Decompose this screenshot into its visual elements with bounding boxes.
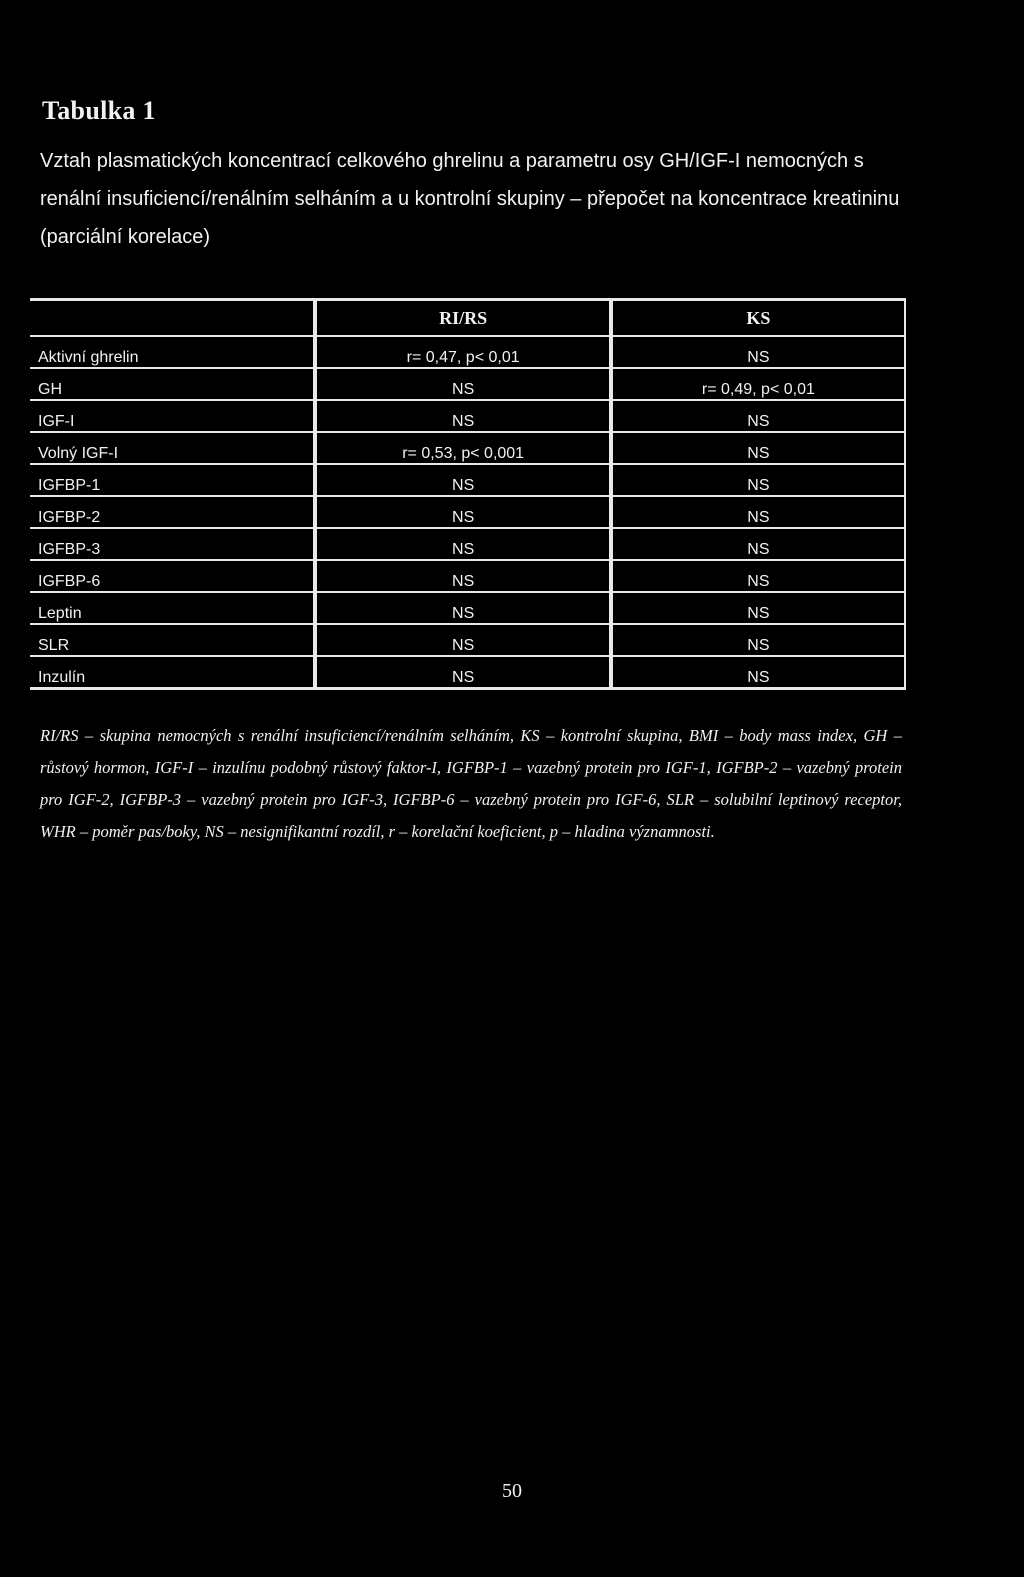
cell-ks: NS — [613, 625, 906, 657]
table-row — [30, 529, 906, 561]
cell-ri-rs: NS — [313, 625, 612, 657]
table-row — [30, 497, 906, 529]
cell-ri-rs: r= 0,53, p< 0,001 — [313, 433, 612, 465]
cell-ri-rs: NS — [313, 369, 612, 401]
table-row — [30, 625, 906, 657]
cell-ri-rs: NS — [313, 657, 612, 690]
header-ri-rs: RI/RS — [313, 298, 612, 337]
table-caption: Vztah plasmatických koncentrací celkového ghrelinu a parametru osy GH/IGF-I nemocných s renální insuficiencí/renálním selháním a u kontrolní skupiny – přepočet na koncentrace kreatininu (parciální korelace) — [40, 150, 900, 248]
cell-ks: NS — [613, 561, 906, 593]
cell-ks: NS — [613, 593, 906, 625]
row-label: Aktivní ghrelin — [30, 337, 313, 369]
abbreviation-legend: RI/RS – skupina nemocných s renální insuficiencí/renálním selháním, KS – kontrolní skupina, BMI – body mass index, GH – růstový hormon, IGF-I – inzulínu podobný růstový faktor-I, IGFBP-1 – vazebný protein pro IGF-1, IGFBP-2 – vazebný protein pro IGF-2, IGFBP-3 – vazebný protein pro IGF-3, IGFBP-6 – vazebný protein pro IGF-6, SLR – solubilní leptinový receptor, WHR – poměr pas/boky, NS – nesignifikantní rozdíl, r – korelační koeficient, p – hladina významnosti. — [40, 726, 902, 841]
cell-ri-rs: NS — [313, 465, 612, 497]
cell-ks: r= 0,49, p< 0,01 — [613, 369, 906, 401]
row-label: Leptin — [30, 593, 313, 625]
row-label: IGF-I — [30, 401, 313, 433]
header-ks: KS — [613, 298, 906, 337]
table-row — [30, 593, 906, 625]
row-label: GH — [30, 369, 313, 401]
row-label: IGFBP-2 — [30, 497, 313, 529]
cell-ri-rs: NS — [313, 529, 612, 561]
cell-ks: NS — [613, 433, 906, 465]
row-label: Volný IGF-I — [30, 433, 313, 465]
table-title: Tabulka 1 — [42, 96, 156, 125]
header-label-column — [30, 298, 313, 337]
cell-ri-rs: NS — [313, 561, 612, 593]
cell-ri-rs: NS — [313, 401, 612, 433]
correlation-table — [30, 298, 906, 690]
row-label: Inzulín — [30, 657, 313, 690]
cell-ks: NS — [613, 497, 906, 529]
table-row — [30, 433, 906, 465]
table-row — [30, 561, 906, 593]
row-label: IGFBP-1 — [30, 465, 313, 497]
cell-ri-rs: NS — [313, 593, 612, 625]
cell-ks: NS — [613, 529, 906, 561]
table-row — [30, 657, 906, 690]
cell-ks: NS — [613, 401, 906, 433]
table-header-row — [30, 298, 906, 337]
row-label: IGFBP-3 — [30, 529, 313, 561]
table-row — [30, 337, 906, 369]
cell-ks: NS — [613, 337, 906, 369]
cell-ri-rs: NS — [313, 497, 612, 529]
cell-ks: NS — [613, 465, 906, 497]
table-row — [30, 369, 906, 401]
cell-ri-rs: r= 0,47, p< 0,01 — [313, 337, 612, 369]
cell-ks: NS — [613, 657, 906, 690]
page-number: 50 — [502, 1480, 522, 1502]
row-label: SLR — [30, 625, 313, 657]
table-row — [30, 401, 906, 433]
table-row — [30, 465, 906, 497]
row-label: IGFBP-6 — [30, 561, 313, 593]
